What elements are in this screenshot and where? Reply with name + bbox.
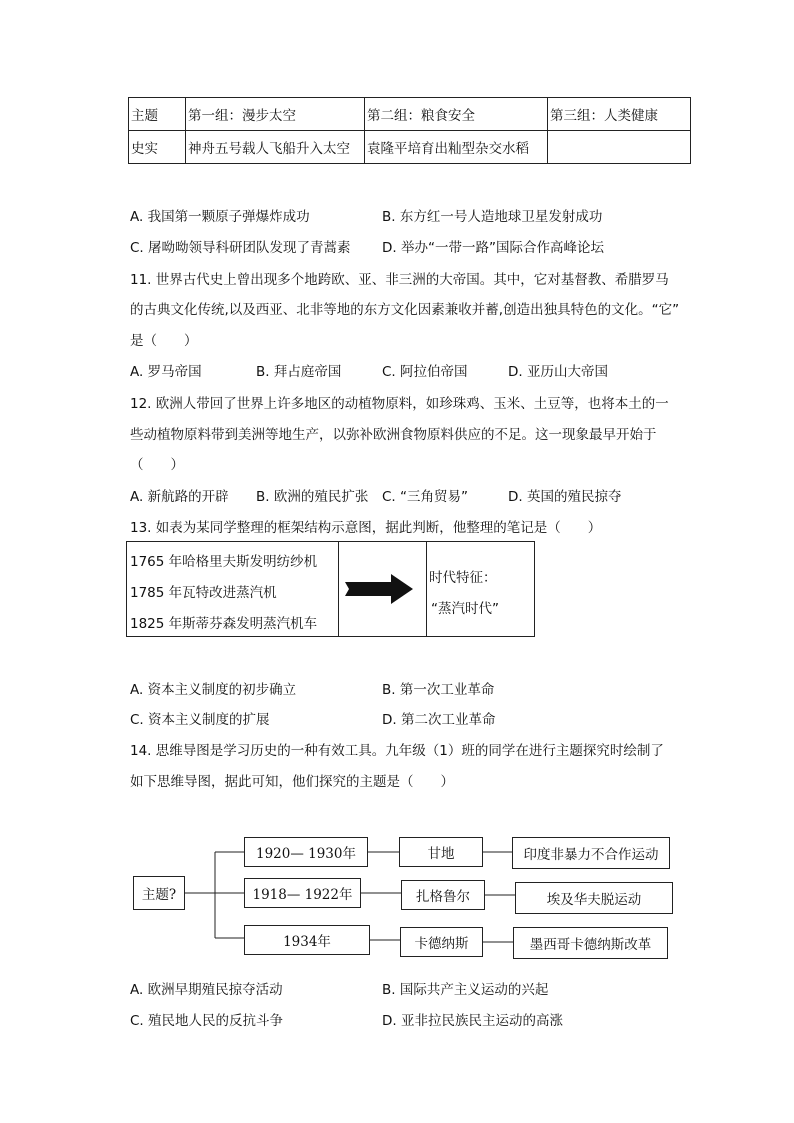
option-d[interactable]: D. 第二次工业革命 bbox=[382, 712, 496, 728]
mind-map-person: 卡德纳斯 bbox=[400, 927, 483, 957]
q12-stem-line3: （ ） bbox=[130, 457, 184, 473]
option-b[interactable]: B. 第一次工业革命 bbox=[382, 682, 495, 698]
feature-label: 时代特征： bbox=[429, 570, 497, 586]
q13-stem: 13. 如表为某同学整理的框架结构示意图，据此判断，他整理的笔记是（ ） bbox=[130, 520, 602, 536]
table-cell: 主题 bbox=[129, 98, 186, 131]
q12-stem-line1: 12. 欧洲人带回了世界上许多地区的动植物原料，如珍珠鸡、玉米、土豆等，也将本土的一 bbox=[130, 396, 669, 412]
mind-map-event: 墨西哥卡德纳斯改革 bbox=[513, 927, 668, 959]
option-b[interactable]: B. 国际共产主义运动的兴起 bbox=[382, 982, 549, 998]
option-a[interactable]: A. 资本主义制度的初步确立 bbox=[130, 682, 297, 698]
option-b[interactable]: B. 东方红一号人造地球卫星发射成功 bbox=[382, 209, 603, 225]
mind-map-person: 甘地 bbox=[399, 837, 483, 867]
mind-map-root: 主题? bbox=[133, 876, 185, 910]
option-d[interactable]: D. 举办“一带一路”国际合作高峰论坛 bbox=[382, 240, 604, 256]
option-d[interactable]: D. 亚历山大帝国 bbox=[508, 364, 608, 380]
option-d[interactable]: D. 英国的殖民掠夺 bbox=[508, 489, 622, 505]
option-c[interactable]: C. 殖民地人民的反抗斗争 bbox=[130, 1013, 284, 1029]
table-cell: 神舟五号载人飞船升入太空 bbox=[186, 131, 365, 164]
table-cell: 第一组：漫步太空 bbox=[186, 98, 365, 131]
option-c[interactable]: C. 资本主义制度的扩展 bbox=[130, 712, 270, 728]
option-c[interactable]: C. 阿拉伯帝国 bbox=[382, 364, 468, 380]
table-cell: 史实 bbox=[129, 131, 186, 164]
mind-map-event: 印度非暴力不合作运动 bbox=[512, 837, 670, 869]
mind-map-event: 埃及华夫脱运动 bbox=[515, 882, 673, 914]
mind-map-year: 1918— 1922年 bbox=[244, 878, 361, 908]
event-item: 1825 年斯蒂芬森发明蒸汽机车 bbox=[130, 616, 318, 632]
option-a[interactable]: A. 欧洲早期殖民掠夺活动 bbox=[130, 982, 283, 998]
table-cell: 第三组：人类健康 bbox=[548, 98, 691, 131]
table-cell: 袁隆平培育出籼型杂交水稻 bbox=[365, 131, 548, 164]
table-cell: 第二组：粮食安全 bbox=[365, 98, 548, 131]
option-c[interactable]: C. 屠呦呦领导科研团队发现了青蒿素 bbox=[130, 240, 351, 256]
option-a[interactable]: A. 新航路的开辟 bbox=[130, 489, 229, 505]
event-item: 1785 年瓦特改进蒸汽机 bbox=[130, 585, 277, 601]
mind-map-year: 1920— 1930年 bbox=[244, 837, 368, 867]
feature-value: “蒸汽时代” bbox=[431, 601, 499, 617]
mind-map-year: 1934年 bbox=[244, 925, 370, 955]
option-b[interactable]: B. 拜占庭帝国 bbox=[256, 364, 342, 380]
event-item: 1765 年哈格里夫斯发明纺纱机 bbox=[130, 554, 318, 570]
option-a[interactable]: A. 罗马帝国 bbox=[130, 364, 202, 380]
q11-stem-line2: 的古典文化传统,以及西亚、北非等地的东方文化因素兼收并蓄,创造出独具特色的文化。“它” bbox=[130, 302, 680, 318]
option-b[interactable]: B. 欧洲的殖民扩张 bbox=[256, 489, 369, 505]
option-c[interactable]: C. “三角贸易” bbox=[382, 489, 468, 505]
option-a[interactable]: A. 我国第一颗原子弹爆炸成功 bbox=[130, 209, 310, 225]
q14-stem-line2: 如下思维导图，据此可知，他们探究的主题是（ ） bbox=[130, 774, 454, 790]
q11-stem-line3: 是（ ） bbox=[130, 333, 198, 349]
q12-stem-line2: 些动植物原料带到美洲等地生产，以弥补欧洲食物原料供应的不足。这一现象最早开始于 bbox=[130, 427, 657, 443]
q11-stem-line1: 11. 世界古代史上曾出现多个地跨欧、亚、非三洲的大帝国。其中，它对基督教、希腊罗马 bbox=[130, 272, 669, 288]
option-d[interactable]: D. 亚非拉民族民主运动的高涨 bbox=[382, 1013, 563, 1029]
q14-stem-line1: 14. 思维导图是学习历史的一种有效工具。九年级（1）班的同学在进行主题探究时绘制了 bbox=[130, 743, 664, 759]
mind-map-person: 扎格鲁尔 bbox=[401, 880, 485, 910]
